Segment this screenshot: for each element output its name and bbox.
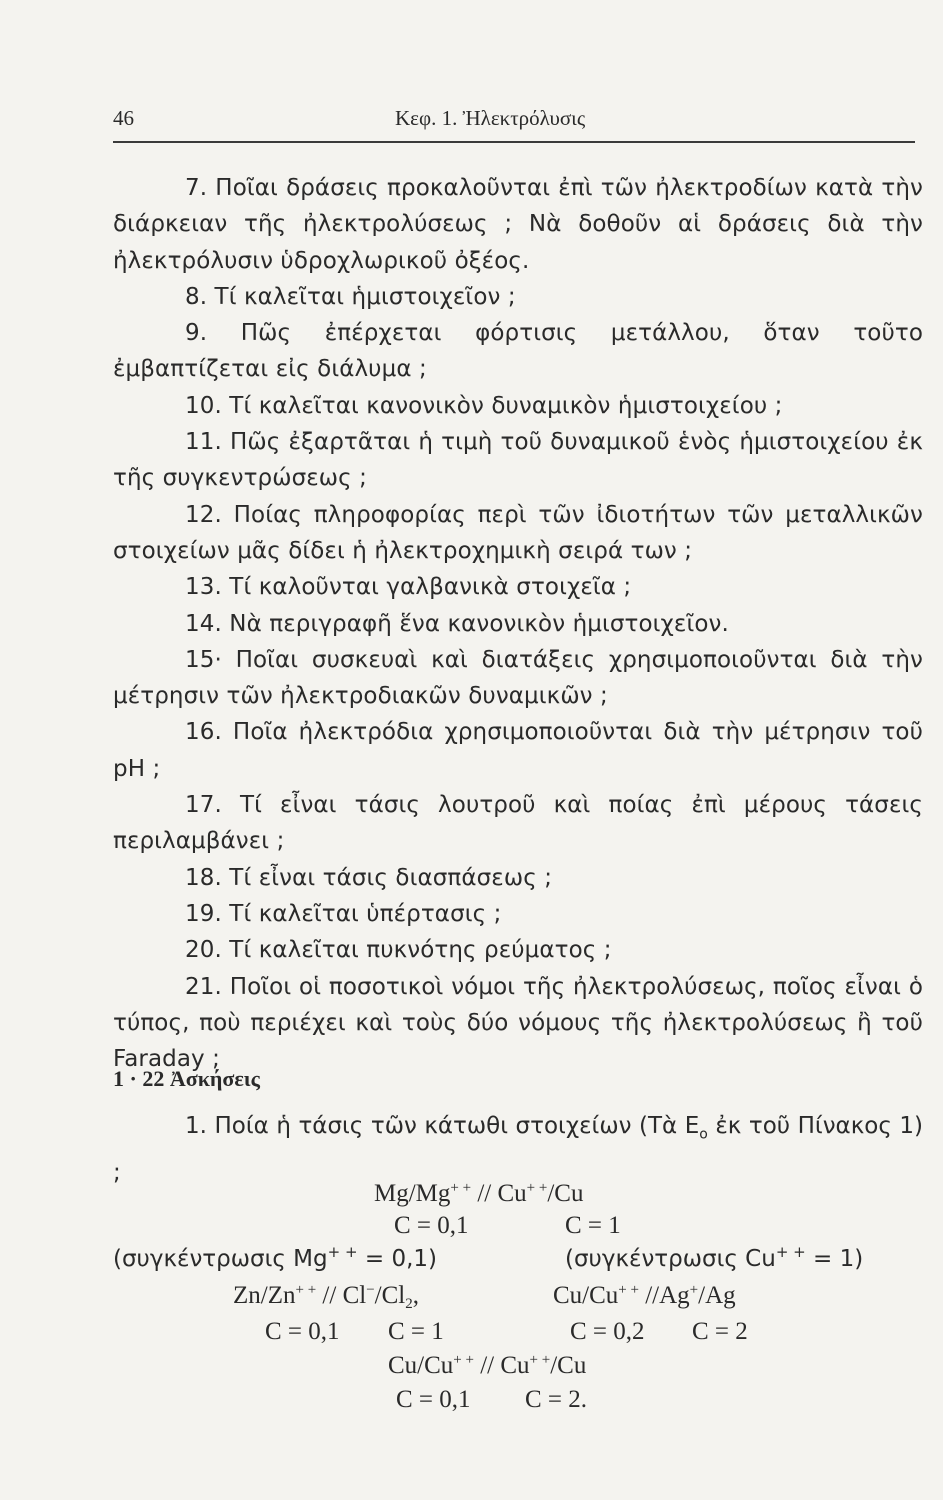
question-11: 11. Πῶς ἐξαρτᾶται ἡ τιμὴ τοῦ δυναμικοῦ ἑνὸς ἡμιστοιχείου ἐκ τῆς συγκεντρώσεως ; (113, 429, 923, 492)
cell-1-formula: Mg/Mg+ + // Cu+ +/Cu (374, 1180, 584, 1207)
question-8: 8. Τί καλεῖται ἡμιστοιχεῖον ; (185, 283, 516, 310)
question-10: 10. Τί καλεῖται κανονικὸν δυναμικὸν ἡμιστοιχείου ; (185, 392, 783, 419)
question-18: 18. Τί εἶναι τάσις διασπάσεως ; (185, 864, 553, 891)
page-number: 46 (113, 106, 134, 130)
note-cu-concentration: (συγκέντρωσις Cu+ + = 1) (565, 1243, 864, 1272)
note-mg-concentration: (συγκέντρωσις Mg+ + = 0,1) (113, 1243, 437, 1272)
question-20: 20. Τί καλεῖται πυκνότης ρεύματος ; (185, 937, 612, 964)
chapter-title: Κεφ. 1. Ἠλεκτρόλυσις (395, 106, 586, 130)
cell-3-conc-left: C = 0,2 (570, 1318, 645, 1345)
question-19: 19. Τί καλεῖται ὑπέρτασις ; (185, 900, 502, 927)
cell-2-formula: $Zn/Zn^{+ +} // Cl^-/Cl_2$, (233, 1282, 419, 1312)
cell-3-conc-right: C = 2 (692, 1318, 748, 1345)
eo-subscript: o (699, 1126, 708, 1143)
question-list (113, 170, 923, 1077)
exercises-heading: 1 · 22 Ἀσκήσεις (113, 1066, 260, 1091)
cell-3-formula: Cu/Cu+ + //Ag+/Ag (553, 1282, 736, 1309)
question-12: 12. Ποίας πληροφορίας περὶ τῶν ἰδιοτήτων τῶν μεταλλικῶν στοιχείων μᾶς δίδει ἡ ἠλεκτροχημικὴ σειρά των ; (113, 501, 923, 564)
cell-1-conc-left: C = 0,1 (394, 1212, 469, 1239)
cell-2-conc-right: C = 1 (388, 1318, 444, 1345)
cell-1-conc-right: C = 1 (565, 1212, 621, 1239)
cell-4-formula: Cu/Cu+ + // Cu+ +/Cu (388, 1352, 587, 1379)
cell-4-conc-right: C = 2. (525, 1386, 588, 1413)
question-16: 16. Ποῖα ἠλεκτρόδια χρησιμοποιοῦνται διὰ τὴν μέτρησιν τοῦ pH ; (113, 719, 923, 782)
question-21: 21. Ποῖοι οἱ ποσοτικοὶ νόμοι τῆς ἠλεκτρολύσεως, ποῖος εἶναι ὁ τύπος, ποὺ περιέχει καὶ τοὺς δύο νόμους τῆς ἠλεκτρολύσεως ἢ τοῦ Faraday ; (113, 973, 923, 1073)
cell-2-conc-left: C = 0,1 (265, 1318, 340, 1345)
cell-4-conc-left: C = 0,1 (396, 1386, 471, 1413)
question-7: 7. Ποῖαι δράσεις προκαλοῦνται ἐπὶ τῶν ἠλεκτροδίων κατὰ τὴν διάρκειαν τῆς ἠλεκτρολύσεως ; Νὰ δοθοῦν αἱ δράσεις διὰ τὴν ἠλεκτρόλυσιν ὑδροχλωρικοῦ ὀξέος. (113, 175, 923, 274)
question-9: 9. Πῶς ἐπέρχεται φόρτισις μετάλλου, ὅταν τοῦτο ἐμβαπτίζεται εἰς διάλυμα ; (113, 320, 923, 383)
question-13: 13. Τί καλοῦνται γαλβανικὰ στοιχεῖα ; (185, 574, 632, 601)
header-rule (113, 141, 915, 143)
page-header (113, 100, 915, 140)
question-17: 17. Τί εἶναι τάσις λουτροῦ καὶ ποίας ἐπὶ μέρους τάσεις περιλαμβάνει ; (113, 792, 923, 855)
question-15: 15· Ποῖαι συσκευαὶ καὶ διατάξεις χρησιμοποιοῦνται διὰ τὴν μέτρησιν τῶν ἠλεκτροδιακῶν δυναμικῶν ; (113, 646, 923, 710)
question-14: 14. Νὰ περιγραφῆ ἕνα κανονικὸν ἡμιστοιχεῖον. (185, 610, 729, 637)
exercise-1-text: 1. Ποία ἡ τάσις τῶν κάτωθι στοιχείων (Τὰ $E_o$ ἐκ τοῦ Πίνακος 1) ; (113, 1113, 923, 1186)
